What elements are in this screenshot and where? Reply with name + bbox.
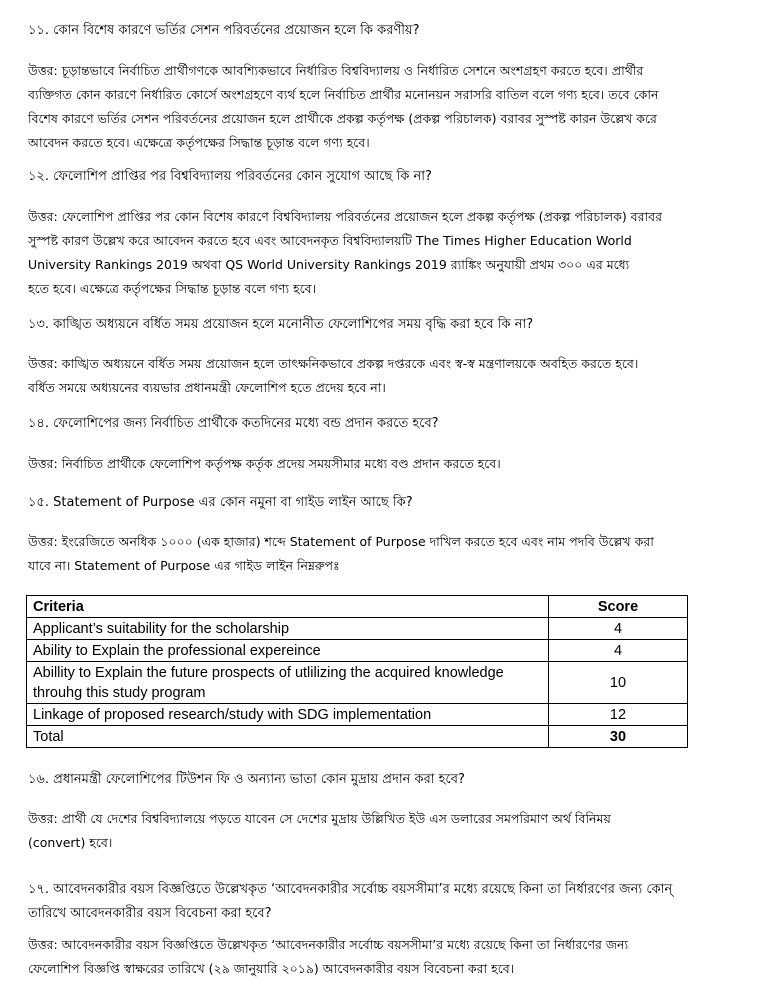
criteria-table xyxy=(26,595,688,748)
question-16: ১৬. প্রধানমন্ত্রী ফেলোশিপের টিউশন ফি ও অন্যান্য ভাতা কোন মুদ্রায় প্রদান করা হবে? xyxy=(28,772,465,787)
answer-17 xyxy=(28,933,714,981)
question-17 xyxy=(28,878,718,926)
table-row xyxy=(27,640,688,662)
table-row xyxy=(27,662,688,704)
answer-line: বর্ধিত সময়ে অধ্যয়নের ব্যয়ভার প্রধানমন্ত্রী ফেলোশিপ হতে প্রদেয় হবে না। xyxy=(28,380,386,395)
answer-line: ফেলোশিপ বিজ্ঞপ্তি স্বাক্ষরের তারিখে (২৯ জানুয়ারি ২০১৯) আবেদনকারীর বয়স বিবেচনা করা হবে। xyxy=(28,961,515,976)
question-11: ১১. কোন বিশেষ কারণে ভর্তির সেশন পরিবর্তনের প্রয়োজন হলে কি করণীয়? xyxy=(28,23,420,38)
answer-line: হতে হবে। এক্ষেত্রে কর্তৃপক্ষের সিদ্ধান্ত চূড়ান্ত বলে গণ্য হবে। xyxy=(28,281,317,296)
answer-11 xyxy=(28,59,714,155)
criteria-cell: Linkage of proposed research/study with SDG implementation xyxy=(27,704,549,726)
answer-line: (convert) হবে। xyxy=(28,835,113,850)
answer-13 xyxy=(28,352,714,400)
answer-15 xyxy=(28,530,714,578)
answer-16 xyxy=(28,807,714,855)
answer-line: উত্তর: ইংরেজিতে অনধিক ১০০০ (এক হাজার) শব্দে Statement of Purpose দাখিল করতে হবে এবং নাম পদবি উল্লেখ করা xyxy=(28,534,654,549)
question-14: ১৪. ফেলোশিপের জন্য নির্বাচিত প্রার্থীকে কতদিনের মধ্যে বন্ড প্রদান করতে হবে? xyxy=(28,416,439,431)
answer-line: উত্তর: আবেদনকারীর বয়স বিজ্ঞপ্তিতে উল্লেখকৃত ‘আবেদনকারীর সর্বোচ্চ বয়সসীমা’র মধ্যে রয়েছে কিনা তা নির্ধারণের জন্য xyxy=(28,937,629,952)
answer-line: উত্তর: কাঙ্খিত অধ্যয়নে বর্ধিত সময় প্রয়োজন হলে তাৎক্ষনিকভাবে প্রকল্প দপ্তরকে এবং স্ব-স্ব মন্ত্রণালয়কে অবহিত করতে হবে। xyxy=(28,356,639,371)
question-13: ১৩. কাঙ্খিত অধ্যয়নে বর্ধিত সময় প্রয়োজন হলে মনোনীত ফেলোশিপের সময় বৃদ্ধি করা হবে কি না? xyxy=(28,317,534,332)
score-cell: 4 xyxy=(549,618,688,640)
answer-14 xyxy=(28,452,714,476)
answer-line: উত্তর: চূড়ান্তভাবে নির্বাচিত প্রার্থীগণকে আবশ্যিকভাবে নির্ধারিত বিশ্ববিদ্যালয় ও নির্ধারিত সেশনে অংশগ্রহণ করতে হবে। প্রার্থীর xyxy=(28,63,644,78)
criteria-cell: Ability to Explain the professional expereince xyxy=(27,640,549,662)
total-label-cell: Total xyxy=(27,726,549,748)
criteria-header: Criteria xyxy=(27,596,549,618)
answer-line: উত্তর: প্রার্থী যে দেশের বিশ্ববিদ্যালয়ে পড়তে যাবেন সে দেশের মুদ্রায় উল্লিখিত ইউ এস ডলারের সমপরিমাণ অর্থ বিনিময় xyxy=(28,811,611,826)
table-total-row xyxy=(27,726,688,748)
score-header: Score xyxy=(549,596,688,618)
criteria-cell: Applicant’s suitability for the scholarship xyxy=(27,618,549,640)
answer-line: আবেদন করতে হবে। এক্ষেত্রে কর্তৃপক্ষের সিদ্ধান্ত চূড়ান্ত বলে গণ্য হবে। xyxy=(28,135,370,150)
score-cell: 12 xyxy=(549,704,688,726)
answer-line: উত্তর: ফেলোশিপ প্রাপ্তির পর কোন বিশেষ কারণে বিশ্ববিদ্যালয় পরিবর্তনের প্রয়োজন হলে প্রকল্প কর্তৃপক্ষ (প্রকল্প পরিচালক) বরাবর xyxy=(28,209,662,224)
answer-line: সুস্পষ্ট কারণ উল্লেখ করে আবেদন করতে হবে এবং আবেদনকৃত বিশ্ববিদ্যালয়টি The Times Higher Education World xyxy=(28,233,632,248)
score-cell: 4 xyxy=(549,640,688,662)
answer-line: বিশেষ কারণে ভর্তির সেশন পরিবর্তনের প্রয়োজন হলে প্রার্থীকে প্রকল্প কর্তৃপক্ষ (প্রকল্প পরিচালক) বরাবর সুস্পষ্ট কারন উল্লেখ করে xyxy=(28,111,657,126)
question-15: ১৫. Statement of Purpose এর কোন নমুনা বা গাইড লাইন আছে কি? xyxy=(28,495,413,510)
table-row xyxy=(27,618,688,640)
question-line: ১৭. আবেদনকারীর বয়স বিজ্ঞপ্তিতে উল্লেখকৃত ‘আবেদনকারীর সর্বোচ্চ বয়সসীমা’র মধ্যে রয়েছে কিনা তা নির্ধারণের জন্য কোন্ xyxy=(28,882,673,897)
question-12: ১২. ফেলোশিপ প্রাপ্তির পর বিশ্ববিদ্যালয় পরিবর্তনের কোন সুযোগ আছে কি না? xyxy=(28,169,432,184)
question-line: তারিখে আবেদনকারীর বয়স বিবেচনা করা হবে? xyxy=(28,906,272,921)
score-cell: 10 xyxy=(549,662,688,704)
table-row xyxy=(27,704,688,726)
answer-line: ব্যক্তিগত কোন কারণে নির্ধারিত কোর্সে অংশগ্রহণে ব্যর্থ হলে নির্বাচিত প্রার্থীর মনোনয়ন সরাসরি বাতিল বলে গণ্য হবে। তবে কোন xyxy=(28,87,659,102)
table-header-row xyxy=(27,596,688,618)
criteria-cell: Abillity to Explain the future prospects of utlilizing the acquired knowledge throuhg this study program xyxy=(27,662,549,704)
answer-line: উত্তর: নির্বাচিত প্রার্থীকে ফেলোশিপ কর্তৃপক্ষ কর্তৃক প্রদেয় সময়সীমার মধ্যে বণ্ড প্রদান করতে হবে। xyxy=(28,456,501,471)
total-score-cell: 30 xyxy=(549,726,688,748)
answer-line: University Rankings 2019 অথবা QS World University Rankings 2019 র‌্যাঙ্কিং অনুযায়ী প্রথম ৩০০ এর মধ্যে xyxy=(28,257,630,272)
answer-line: যাবে না। Statement of Purpose এর গাইড লাইন নিম্নরুপঃ xyxy=(28,558,340,573)
answer-12 xyxy=(28,205,714,301)
